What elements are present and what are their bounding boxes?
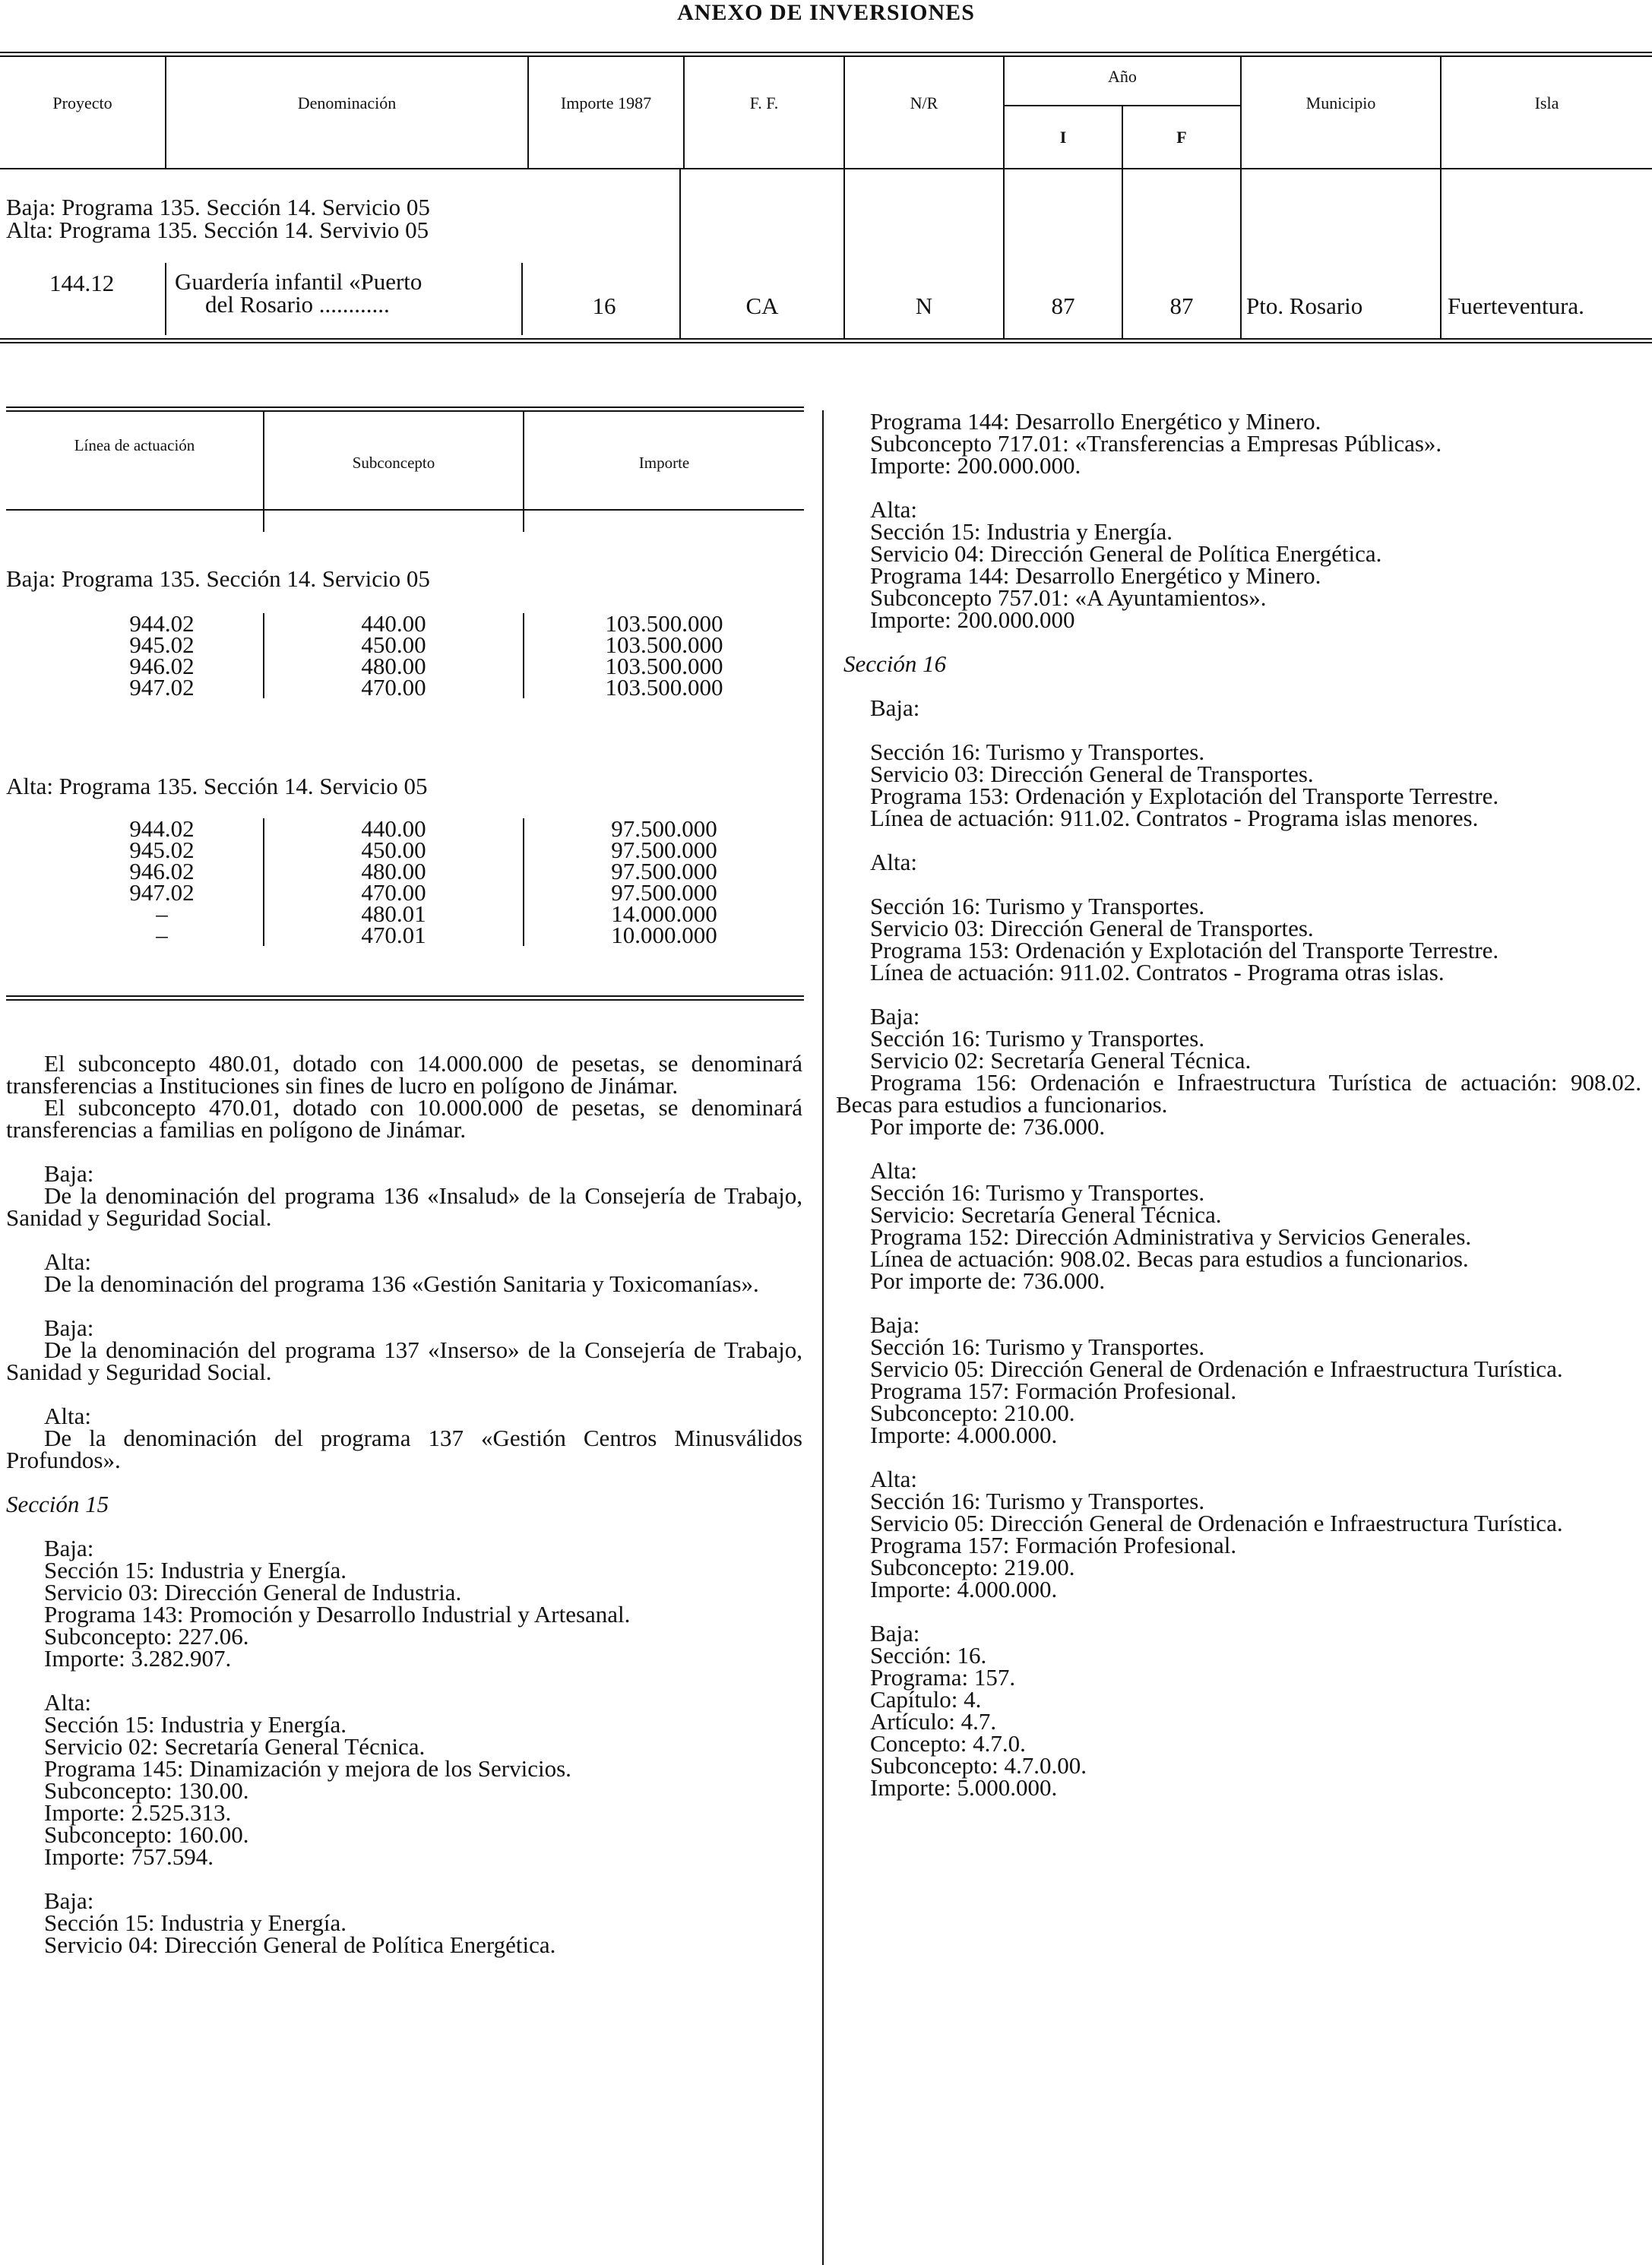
text-line: Servicio 04: Dirección General de Política Energética.	[870, 540, 1382, 567]
text-line: Sección 16: Turismo y Transportes.	[870, 1179, 1205, 1206]
text-line: Programa 143: Promoción y Desarrollo Industrial y Artesanal.	[44, 1601, 631, 1628]
s16-baja1-lines	[836, 741, 1641, 829]
text-line: Subconcepto: 4.7.0.00.	[870, 1752, 1087, 1779]
table-cell: 480.00	[361, 653, 426, 679]
right-top-lines	[836, 408, 1641, 479]
header-importe: Importe	[638, 454, 690, 472]
text-line: Sección 16: Turismo y Transportes.	[870, 1333, 1205, 1360]
text-line: Línea de actuación: 911.02. Contratos - Programa otras islas.	[870, 959, 1445, 985]
s16-baja3-label: Baja:	[870, 1311, 920, 1338]
baja-137-text: De la denominación del programa 137 «Inserso» de la Consejería de Trabajo, Sanidad y Seguridad Social.	[6, 1337, 809, 1385]
paragraph-470-01: El subconcepto 470.01, dotado con 10.000.000 de pesetas, se denominará transferencias a familias en polígono de Jinámar.	[6, 1094, 809, 1143]
header-subconcepto: Subconcepto	[352, 454, 435, 472]
sec15-baja-label: Baja:	[44, 1535, 94, 1561]
table-cell: 103.500.000	[605, 610, 723, 637]
sec15-baja2-lines	[6, 1909, 802, 1958]
text-line: Servicio 02: Secretaría General Técnica.	[44, 1733, 426, 1760]
s16-baja4-lines	[836, 1642, 1641, 1801]
table-cell: –	[156, 922, 168, 948]
table-cell: 480.00	[361, 858, 426, 884]
text-line: Servicio 05: Dirección General de Ordenación e Infraestructura Turística.	[870, 1356, 1563, 1382]
alta-137-text: De la denominación del programa 137 «Gestión Centros Minusválidos Profundos».	[6, 1425, 809, 1473]
table-cell: 450.00	[361, 837, 426, 863]
text-line: Importe: 2.525.313.	[44, 1799, 232, 1826]
text-line: Sección 16: Turismo y Transportes.	[870, 739, 1205, 765]
left-text-column	[6, 1050, 809, 1958]
table-cell: –	[156, 900, 168, 927]
baja-136-label: Baja:	[44, 1160, 94, 1187]
s16-baja1-label: Baja:	[870, 694, 920, 721]
section-line-alta: Alta: Programa 135. Sección 14. Servivio 05	[6, 217, 429, 243]
text-line: Capítulo: 4.	[870, 1686, 982, 1713]
header-importe: Importe 1987	[560, 93, 652, 112]
text-line: Programa 144: Desarrollo Energético y Minero.	[870, 408, 1321, 435]
header-ff: F. F.	[749, 93, 779, 112]
alta-137-label: Alta:	[44, 1403, 91, 1429]
text-line: Línea de actuación: 908.02. Becas para estudios a funcionarios.	[870, 1245, 1469, 1272]
text-line: Sección: 16.	[870, 1642, 987, 1669]
cell-denominacion-1: Guardería infantil «Puerto	[175, 268, 422, 295]
text-line: Línea de actuación: 911.02. Contratos - Programa islas menores.	[870, 805, 1479, 831]
table-cell: 97.500.000	[611, 858, 717, 884]
text-line: Subconcepto 717.01: «Transferencias a Empresas Públicas».	[870, 430, 1442, 457]
s16-alta2-lines	[836, 1179, 1641, 1294]
text-line: Subconcepto: 210.00.	[870, 1400, 1075, 1426]
header-proyecto: Proyecto	[52, 93, 112, 112]
section-16-heading: Sección 16	[843, 650, 947, 677]
cell-municipio: Pto. Rosario	[1246, 293, 1363, 319]
sec15-alta-label: Alta:	[44, 1689, 91, 1716]
table-cell: 470.01	[361, 922, 426, 948]
text-line: Programa 144: Desarrollo Energético y Minero.	[870, 562, 1321, 589]
s16-baja3-lines	[836, 1333, 1641, 1448]
text-line: Sección 16: Turismo y Transportes.	[870, 1488, 1205, 1514]
text-line: Importe: 3.282.907.	[44, 1645, 232, 1672]
cell-proyecto: 144.12	[49, 270, 115, 296]
text-line: Importe: 5.000.000.	[870, 1774, 1058, 1801]
s16-alta3-label: Alta:	[870, 1466, 917, 1492]
sec15-baja-lines	[6, 1557, 802, 1672]
text-line: Importe: 4.000.000.	[870, 1422, 1058, 1448]
table-cell: 944.02	[129, 815, 195, 842]
s16-baja2-label: Baja:	[870, 1003, 920, 1030]
text-line: Subconcepto: 227.06.	[44, 1623, 249, 1650]
alta-136-text: De la denominación del programa 136 «Gestión Sanitaria y Toxicomanías».	[44, 1270, 759, 1297]
program-135-table	[6, 406, 804, 1003]
text-line: Programa 152: Dirección Administrativa y Servicios Generales.	[870, 1223, 1472, 1250]
text-line: Importe: 757.594.	[44, 1843, 214, 1870]
text-line: Programa 157: Formación Profesional.	[870, 1532, 1237, 1558]
text-line: Servicio 04: Dirección General de Política Energética.	[44, 1931, 556, 1958]
table-cell: 947.02	[129, 879, 195, 906]
table-cell: 944.02	[129, 610, 195, 637]
text-line: Subconcepto: 160.00.	[44, 1821, 249, 1848]
header-isla: Isla	[1534, 93, 1559, 112]
baja-label: Baja: Programa 135. Sección 14. Servicio 05	[6, 565, 430, 592]
s16-baja2-lines	[836, 1025, 1647, 1140]
section-line-baja: Baja: Programa 135. Sección 14. Servicio 05	[6, 194, 430, 220]
text-line: Sección 16: Turismo y Transportes.	[870, 1025, 1205, 1052]
table-cell: 103.500.000	[605, 653, 723, 679]
header-ano-f: F	[1176, 128, 1187, 147]
text-line: Sección 16: Turismo y Transportes.	[870, 893, 1205, 919]
sec15-alta-lines	[6, 1713, 802, 1868]
s16-baja4-label: Baja:	[870, 1620, 920, 1647]
s16-alta1-label: Alta:	[870, 849, 917, 875]
text-line: Servicio: Secretaría General Técnica.	[870, 1201, 1222, 1228]
table-row	[6, 922, 804, 948]
text-line: Por importe de: 736.000.	[870, 1267, 1106, 1294]
table-cell: 440.00	[361, 610, 426, 637]
sec15-baja2-label: Baja:	[44, 1887, 94, 1914]
table-cell: 97.500.000	[611, 837, 717, 863]
cell-ano-i: 87	[1051, 293, 1075, 319]
cell-ano-f: 87	[1169, 293, 1194, 319]
table-cell: 14.000.000	[611, 900, 717, 927]
text-line: Importe: 4.000.000.	[870, 1576, 1058, 1602]
right-alta-lines	[836, 520, 1641, 631]
text-line: Servicio 02: Secretaría General Técnica.	[870, 1047, 1252, 1074]
text-line: Programa 153: Ordenación y Explotación del Transporte Terrestre.	[870, 783, 1499, 809]
header-ano-i: I	[1059, 128, 1067, 147]
table-cell: 10.000.000	[611, 922, 717, 948]
column-divider	[822, 410, 824, 2265]
table-cell: 947.02	[129, 674, 195, 701]
text-line: Servicio 03: Dirección General de Transportes.	[870, 915, 1314, 941]
text-line: Sección 15: Industria y Energía.	[870, 518, 1173, 545]
text-line: Servicio 03: Dirección General de Industria.	[44, 1579, 462, 1605]
s16-alta3-lines	[836, 1490, 1641, 1600]
table-cell: 97.500.000	[611, 879, 717, 906]
text-line: Programa 153: Ordenación y Explotación del Transporte Terrestre.	[870, 937, 1499, 963]
text-line: Servicio 05: Dirección General de Ordenación e Infraestructura Turística.	[870, 1510, 1563, 1536]
table-cell: 103.500.000	[605, 674, 723, 701]
header-denominacion: Denominación	[297, 93, 397, 112]
table-cell: 470.00	[361, 879, 426, 906]
text-line: Concepto: 4.7.0.	[870, 1730, 1026, 1757]
text-line: Sección 15: Industria y Energía.	[44, 1557, 347, 1583]
table-cell: 450.00	[361, 631, 426, 658]
table-cell: 103.500.000	[605, 631, 723, 658]
table-cell: 945.02	[129, 837, 195, 863]
text-line: Programa 157: Formación Profesional.	[870, 1378, 1237, 1404]
alta-label: Alta: Programa 135. Sección 14. Servicio 05	[6, 773, 428, 799]
baja-136-text: De la denominación del programa 136 «Insalud» de la Consejería de Trabajo, Sanidad y Seguridad Social.	[6, 1182, 809, 1231]
header-ano: Año	[1108, 67, 1137, 86]
text-line: Subconcepto: 219.00.	[870, 1554, 1075, 1580]
s16-alta1-lines	[836, 895, 1641, 983]
table-cell: 470.00	[361, 674, 426, 701]
table-cell: 440.00	[361, 815, 426, 842]
header-municipio: Municipio	[1305, 93, 1376, 112]
s16-alta2-label: Alta:	[870, 1157, 917, 1184]
text-line: Programa 145: Dinamización y mejora de los Servicios.	[44, 1755, 571, 1782]
cell-isla: Fuerteventura.	[1448, 293, 1584, 319]
text-line: Sección 15: Industria y Energía.	[44, 1711, 347, 1738]
right-alta-label: Alta:	[870, 496, 917, 523]
table-cell: 945.02	[129, 631, 195, 658]
text-line: Subconcepto: 130.00.	[44, 1777, 249, 1804]
header-linea: Línea de actuación	[74, 436, 195, 454]
text-line: Importe: 200.000.000.	[870, 452, 1081, 479]
page-title: ANEXO DE INVERSIONES	[677, 0, 975, 25]
text-line: Subconcepto 757.01: «A Ayuntamientos».	[870, 584, 1267, 611]
table-cell: 946.02	[129, 858, 195, 884]
section-15-heading: Sección 15	[6, 1491, 109, 1517]
cell-ff: CA	[745, 293, 779, 319]
table-row	[6, 674, 804, 701]
text-line: Por importe de: 736.000.	[870, 1113, 1106, 1140]
text-line: Sección 15: Industria y Energía.	[44, 1909, 347, 1936]
text-line: Servicio 03: Dirección General de Transportes.	[870, 761, 1314, 787]
table-cell: 97.500.000	[611, 815, 717, 842]
paragraph-480-01: El subconcepto 480.01, dotado con 14.000.000 de pesetas, se denominará transferencias a Instituciones sin fines de lucro en polígono de Jinámar.	[6, 1050, 809, 1099]
baja-rows	[6, 610, 804, 701]
cell-denominacion-2: del Rosario ............	[205, 291, 390, 318]
alta-136-label: Alta:	[44, 1248, 91, 1275]
text-line: Artículo: 4.7.	[870, 1708, 997, 1735]
cell-nr: N	[915, 293, 933, 319]
alta-rows	[6, 815, 804, 948]
cell-importe: 16	[592, 293, 616, 319]
text-line: Programa: 157.	[870, 1664, 1016, 1691]
right-text-column	[836, 408, 1647, 1801]
baja-137-label: Baja:	[44, 1314, 94, 1341]
text-line: Programa 156: Ordenación e Infraestructura Turística de actuación: 908.02. Becas para estudios a funcionarios.	[836, 1069, 1647, 1118]
investments-table	[0, 52, 1652, 343]
text-line: Importe: 200.000.000	[870, 606, 1075, 633]
header-nr: N/R	[910, 93, 938, 112]
table-cell: 480.01	[361, 900, 426, 927]
table-cell: 946.02	[129, 653, 195, 679]
